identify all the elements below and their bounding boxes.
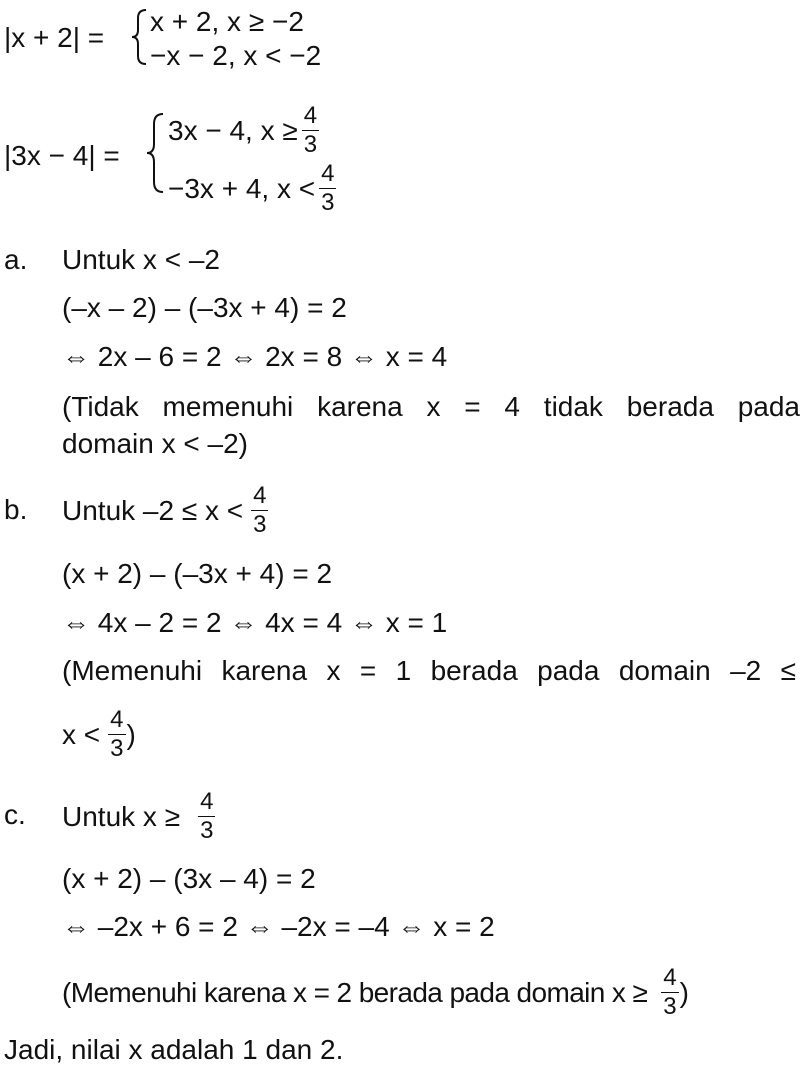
fraction-numerator: 4 xyxy=(321,160,335,187)
part-b-heading-text: Untuk –2 ≤ x < xyxy=(62,494,244,526)
closing-parenthesis: ) xyxy=(679,976,689,1008)
part-c-equation-2: ⇔ –2x + 6 = 2 ⇔ –2x = –4 ⇔ x = 2 xyxy=(62,911,495,942)
part-c-equation-1: (x + 2) – (3x – 4) = 2 xyxy=(62,863,316,894)
part-b-heading xyxy=(62,484,269,537)
fraction-numerator: 4 xyxy=(110,706,124,733)
left-brace-icon xyxy=(145,112,167,194)
part-a-note-line-1: (Tidak memenuhi karena x = 4 tidak berada pada xyxy=(62,391,800,422)
fraction xyxy=(661,966,678,1019)
part-a-equation-2: ⇔ 2x – 6 = 2 ⇔ 2x = 8 ⇔ x = 4 xyxy=(62,341,448,372)
part-c-note-text: (Memenuhi karena x = 2 berada pada domain x ≥ xyxy=(62,976,648,1008)
fraction-denominator: 3 xyxy=(663,993,677,1020)
fraction-denominator: 3 xyxy=(303,131,318,158)
fraction-denominator: 3 xyxy=(321,189,335,216)
fraction-numerator: 4 xyxy=(200,788,214,815)
abs2-lhs: |3x − 4| = xyxy=(4,140,120,171)
abs2-case-2-text: −3x + 4, x < xyxy=(168,172,316,204)
part-a-heading: Untuk x < –2 xyxy=(62,244,220,275)
fraction-denominator: 3 xyxy=(200,817,214,844)
fraction-denominator: 3 xyxy=(110,735,124,762)
part-b-note-line-2 xyxy=(62,708,136,761)
abs1-case-2: −x − 2, x < −2 xyxy=(150,40,322,71)
part-b-marker: b. xyxy=(4,494,28,525)
left-brace-icon xyxy=(130,8,150,66)
part-c-marker: c. xyxy=(4,799,26,830)
part-a-marker: a. xyxy=(4,244,28,275)
fraction-numerator: 4 xyxy=(303,102,318,129)
fraction xyxy=(108,708,125,761)
fraction xyxy=(302,104,319,157)
fraction-denominator: 3 xyxy=(253,511,267,538)
fraction xyxy=(198,790,215,843)
part-b-note-line-2-text: x < xyxy=(62,718,101,750)
conclusion: Jadi, nilai x adalah 1 dan 2. xyxy=(4,1034,344,1065)
fraction xyxy=(251,484,268,537)
part-a-note-line-2: domain x < –2) xyxy=(62,428,248,459)
abs2-case-1-text: 3x − 4, x ≥ xyxy=(168,114,298,146)
part-b-note-line-1: (Memenuhi karena x = 1 berada pada domain –2 ≤ xyxy=(62,655,796,686)
fraction-numerator: 4 xyxy=(253,482,267,509)
abs2-case-1 xyxy=(168,104,320,157)
fraction-numerator: 4 xyxy=(663,964,677,991)
abs1-case-1: x + 2, x ≥ −2 xyxy=(150,6,304,37)
part-c-heading xyxy=(62,790,216,843)
abs1-lhs: |x + 2| = xyxy=(4,22,105,53)
part-b-equation-1: (x + 2) – (–3x + 4) = 2 xyxy=(62,558,333,589)
part-a-equation-1: (–x – 2) – (–3x + 4) = 2 xyxy=(62,292,347,323)
part-c-heading-text: Untuk x ≥ xyxy=(62,800,181,832)
part-b-equation-2: ⇔ 4x – 2 = 2 ⇔ 4x = 4 ⇔ x = 1 xyxy=(62,607,448,638)
abs2-case-2 xyxy=(168,162,337,215)
closing-parenthesis: ) xyxy=(126,718,136,750)
fraction xyxy=(319,162,336,215)
part-c-note xyxy=(62,966,688,1019)
